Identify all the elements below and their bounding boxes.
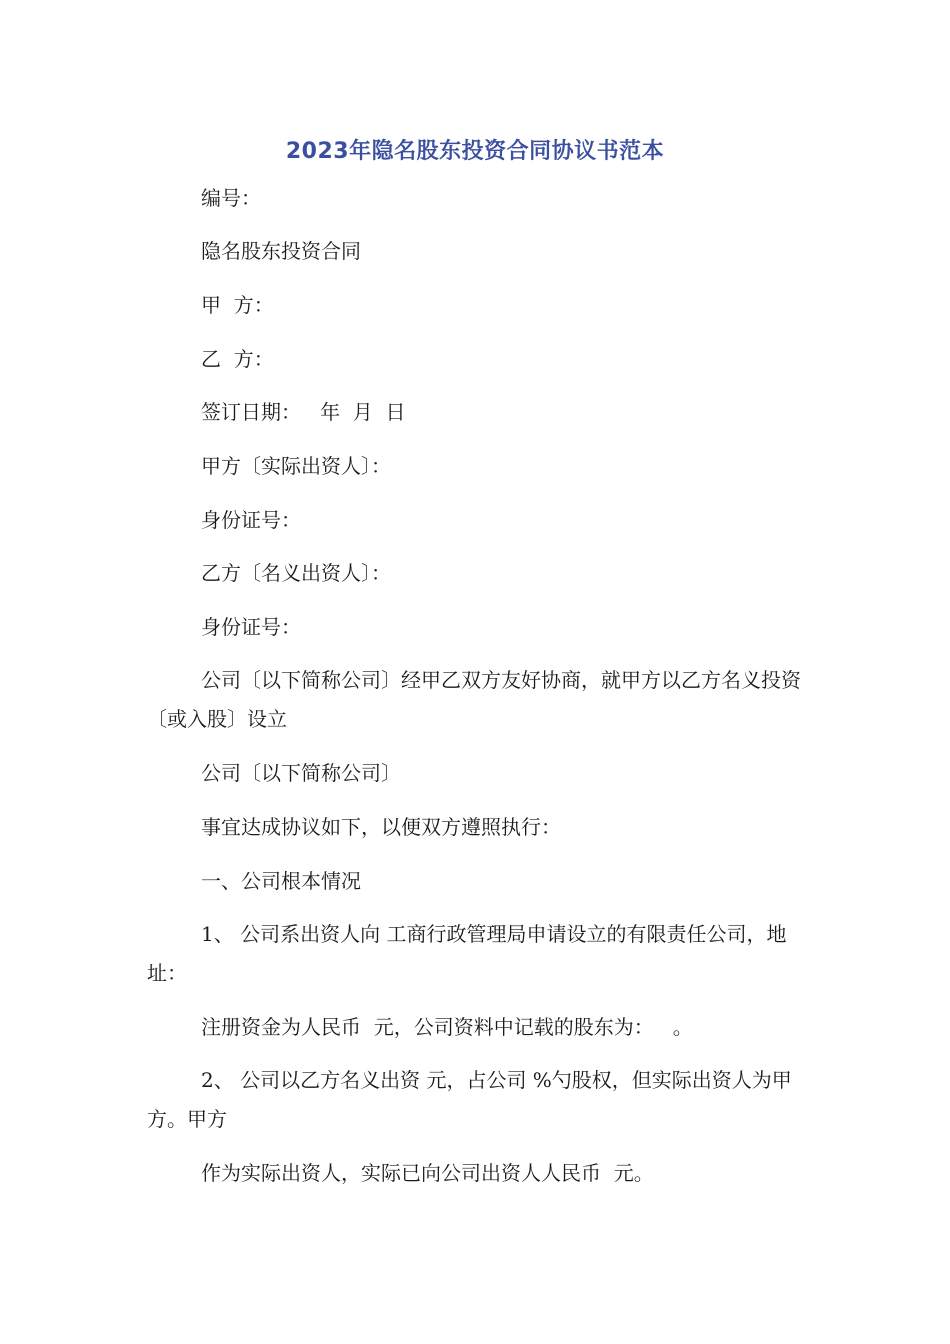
- party-b-nominal-investor: 乙方〔名义出资人〕：: [201, 561, 391, 585]
- party-b-label: 乙 方：: [201, 347, 274, 371]
- party-b-id-number: 身份证号：: [201, 615, 301, 639]
- party-a-id-number: 身份证号：: [201, 508, 301, 532]
- clause-2: 2、 公司以乙方名义出资 元，占公司 %勺股权，但实际出资人为甲方。甲方: [147, 1068, 792, 1131]
- contract-name: 隐名股东投资合同: [201, 239, 361, 263]
- agreement-statement: 事宜达成协议如下，以便双方遵照执行：: [201, 815, 561, 839]
- party-a-label: 甲 方：: [201, 293, 274, 317]
- actual-investment: 作为实际出资人，实际已向公司出资人人民币 元。: [201, 1161, 654, 1185]
- party-a-actual-investor: 甲方〔实际出资人〕：: [201, 454, 391, 478]
- intro-paragraph: 公司〔以下简称公司〕经甲乙双方友好协商，就甲方以乙方名义投资〔或入股〕设立: [147, 668, 801, 731]
- contract-number-label: 编号：: [201, 186, 261, 210]
- registered-capital: 注册资金为人民币 元，公司资料中记载的股东为： 。: [201, 1015, 693, 1039]
- clause-1: 1、 公司系出资人向 工商行政管理局申请设立的有限责任公司，地址：: [147, 922, 787, 985]
- section-heading-1: 一、公司根本情况: [201, 869, 361, 893]
- company-abbreviation: 公司〔以下简称公司〕: [201, 761, 401, 785]
- signing-date-label: 签订日期： 年 月 日: [201, 400, 406, 424]
- document-title: 2023年隐名股东投资合同协议书范本: [285, 139, 665, 164]
